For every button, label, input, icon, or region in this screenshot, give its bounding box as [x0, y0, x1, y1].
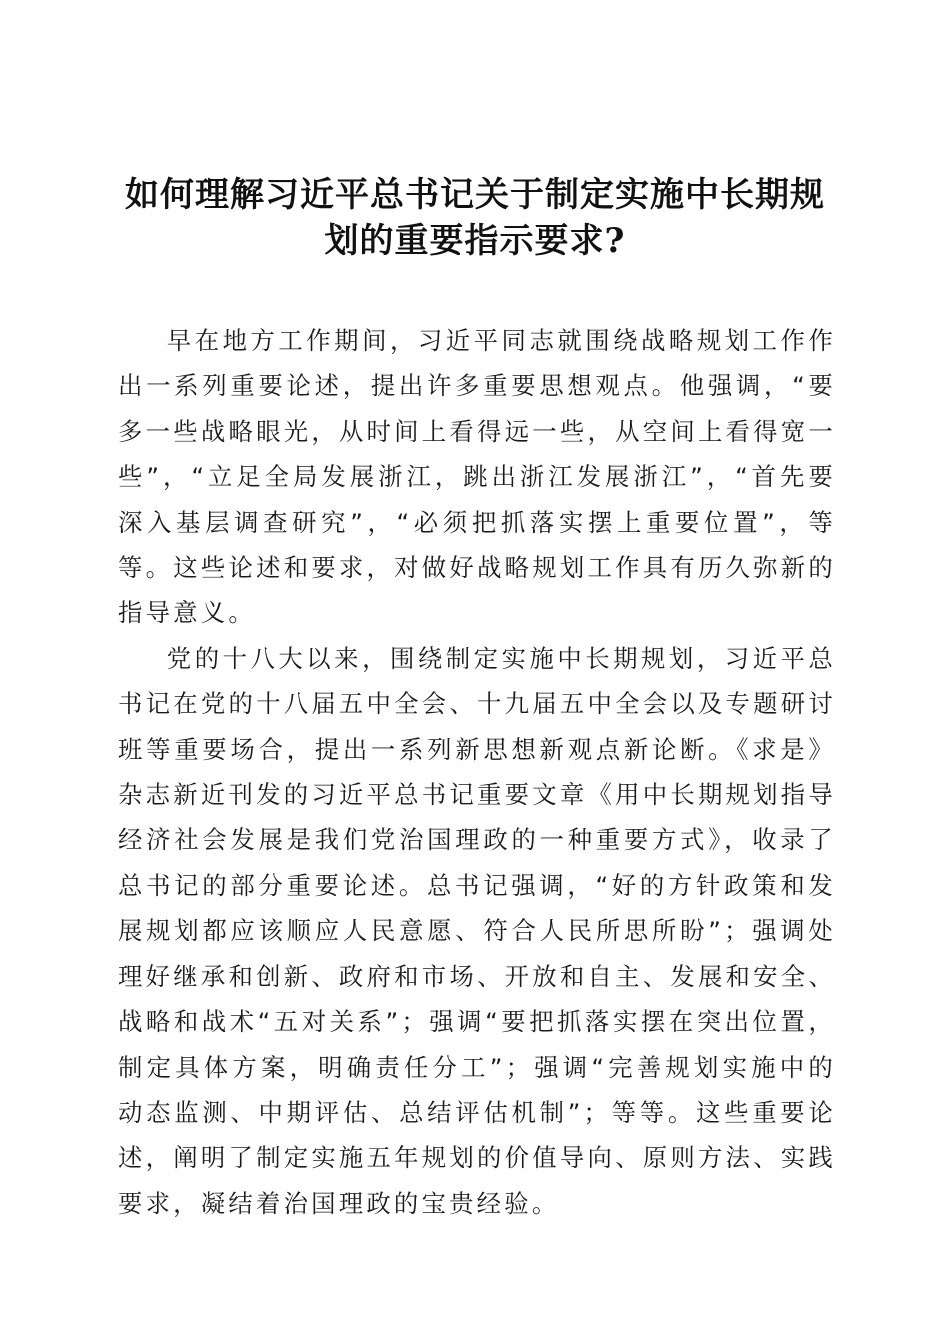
paragraph-1: 早在地方工作期间，习近平同志就围绕战略规划工作作出一系列重要论述，提出许多重要思想观点。他强调，“要多一些战略眼光，从时间上看得远一些，从空间上看得宽一些”，“立足全局发展浙江，跳出浙江发展浙江”，“首先要深入基层调查研究”，“必须把抓落实摆上重要位置”，等等。这些论述和要求，对做好战略规划工作具有历久弥新的指导意义。 — [118, 326, 836, 628]
document-body — [118, 318, 836, 1226]
document-title — [100, 172, 850, 264]
paragraph-2: 党的十八大以来，围绕制定实施中长期规划，习近平总书记在党的十八届五中全会、十九届五中全会以及专题研讨班等重要场合，提出一系列新思想新观点新论断。《求是》杂志新近刊发的习近平总书记重要文章《用中长期规划指导经济社会发展是我们党治国理政的一种重要方式》，收录了总书记的部分重要论述。总书记强调，“好的方针政策和发展规划都应该顺应人民意愿、符合人民所思所盼”；强调处理好继承和创新、政府和市场、开放和自主、发展和安全、战略和战术“五对关系”；强调“要把抓落实摆在突出位置，制定具体方案，明确责任分工”；强调“完善规划实施中的动态监测、中期评估、总结评估机制”；等等。这些重要论述，阐明了制定实施五年规划的价值导向、原则方法、实践要求，凝结着治国理政的宝贵经验。 — [118, 643, 836, 1218]
title-line-1: 如何理解习近平总书记关于制定实施中长期规 — [125, 175, 825, 215]
title-line-2: 划的重要指示要求? — [324, 221, 626, 261]
